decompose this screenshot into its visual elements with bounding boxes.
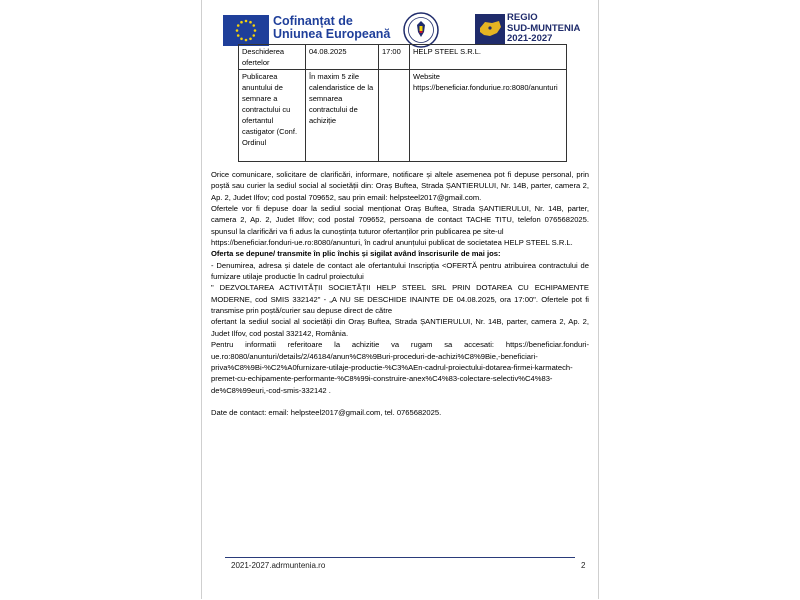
eu-cofinance-label <box>273 15 390 41</box>
paragraph-contact: Date de contact: email: helpsteel2017@gmail.com, tel. 0765682025. <box>211 407 442 417</box>
spacer <box>211 396 589 407</box>
paragraph-info-link: Pentru informatii referitoare la achizitie va rugam sa accesati: https://beneficiar.fonduri-ue.ro:8080/anunturi/details/2/46184/anun%C8%9Buri-proceduri-de-achizi%C8%9Bie,-beneficiari-priva%C8%9Bi-%C2%A0furnizare-utilaje-productie-%C3%AEn-cadrul-proiectului-dotarea-firmei-karmatech-premet-cu-echipamente-performante-%C8%99i-construire-anex%C4%83-colectare-selectiv%C4%83-de%C8%99euri,-cod-smis-332142 . <box>211 340 589 395</box>
table-cell: 04.08.2025 <box>306 45 379 70</box>
eu-line-2: Uniunea Europeană <box>273 27 391 41</box>
table-cell: Website https://beneficiar.fonduriue.ro:8080/anunturi <box>410 70 567 162</box>
romanian-government-seal-icon <box>403 12 439 48</box>
table-cell: Publicarea anuntului de semnare a contractului cu ofertantul castigator (Conf. Ordinul <box>239 70 306 162</box>
eu-line-1: Cofinanțat de <box>273 14 353 28</box>
footer-url: 2021-2027.adrmuntenia.ro <box>231 561 326 570</box>
regio-line-3: 2021-2027 <box>507 33 553 44</box>
table-cell: În maxim 5 zile calendaristice de la semnarea contractului de achiziție <box>306 70 379 162</box>
regio-logo-icon <box>475 14 505 44</box>
paragraph-link: https://beneficiar.fonduri-ue.ro:8080/anunturi, în cadrul anunțului publicat de societatea HELP STEEL S.R.L. <box>211 238 573 248</box>
paragraph-project-title: " DEZVOLTAREA ACTIVITĂȚII SOCIETĂȚII HELP STEEL SRL PRIN DOTAREA CU ECHIPAMENTE MODERNE, cod SMIS 332142" - „A NU SE DESCHIDE INAINTE DE 04.08.2025, ora 17:00". Ofertele pot fi transmise prin poștă/curier sau depuse direct de către <box>211 283 589 316</box>
paragraph-offer-label: - Denumirea, adresa și datele de contact ale ofertantului Inscripția <OFERTĂ pentru atribuirea contractului de furnizare utilaje productie în cadrul proiectului <box>211 260 589 282</box>
regio-line-2: SUD-MUNTENIA <box>507 22 581 34</box>
regio-label <box>507 13 580 45</box>
body-text <box>211 169 589 418</box>
table-row <box>239 45 567 70</box>
table-row <box>239 70 567 162</box>
schedule-table <box>238 44 567 162</box>
paragraph-address: ofertant la sediul social al societății din Oraș Buftea, Strada ȘANTIERULUI, Nr. 14B, parter, camera 2, Ap. 2, Judet Ilfov, cod postal 332142, România. <box>211 317 589 338</box>
page-number: 2 <box>581 561 586 570</box>
table-cell: HELP STEEL S.R.L. <box>410 45 567 70</box>
regio-line-1: REGIO <box>507 12 538 23</box>
footer-divider <box>225 557 575 558</box>
paragraph-submission: Ofertele vor fi depuse doar la sediul social menționat Oraș Buftea, Strada ȘANTIERULUI, Nr. 14B, parter, camera 2, Ap. 2, Judet Ilfov; cod postal 709652, persoana de contact TACHE TITU, telefon 0765682025. spunsul la clarificări va fi adus la cunoștința tuturor ofertanților prin publicarea pe site-ul <box>211 204 589 236</box>
table-cell <box>379 70 410 162</box>
paragraph-envelope-heading: Oferta se depune/ transmite în plic închis și sigilat având înscrisurile de mai jos: <box>211 249 501 259</box>
paragraph-communication: Orice comunicare, solicitare de clarificări, informare, notificare și altele asemenea pot fi depuse personal, prin poștă sau curier la sediul social al societății din: Oraș Buftea, Strada ȘANTIERULUI, Nr. 14B, parter, camera 2, Ap. 2, Judet Ilfov; cod postal 709652, sau prin email: helpsteel2017@gmail.com. <box>211 170 589 202</box>
eu-flag-icon <box>223 15 269 46</box>
table-cell: Deschiderea ofertelor <box>239 45 306 70</box>
table-cell: 17:00 <box>379 45 410 70</box>
